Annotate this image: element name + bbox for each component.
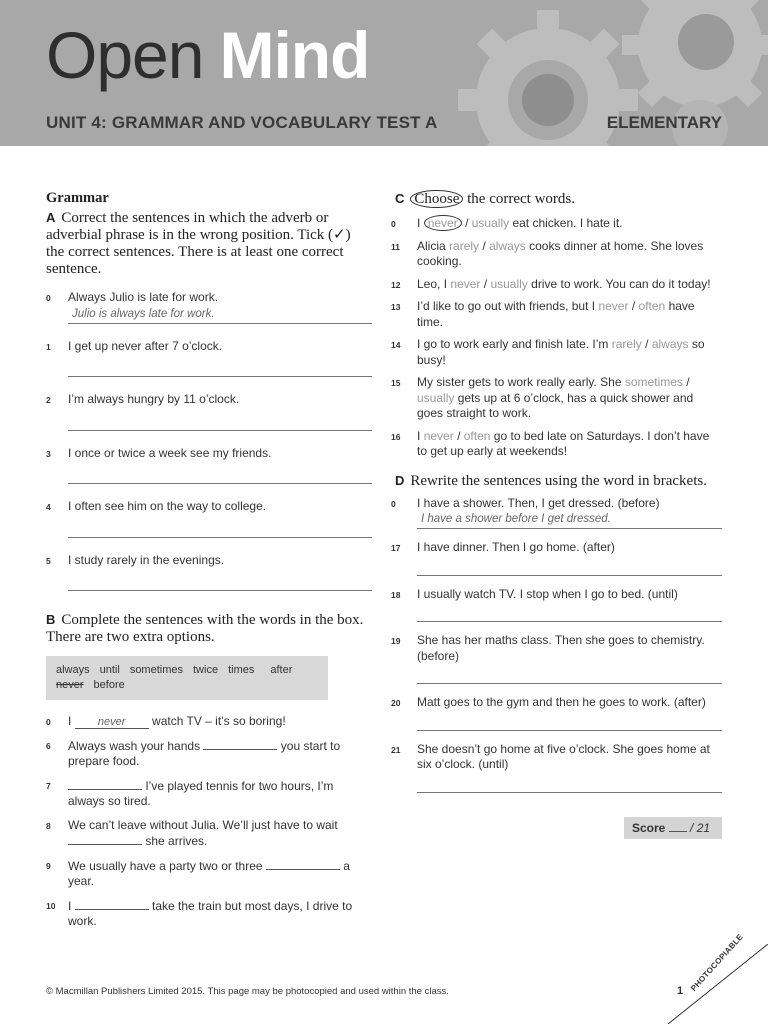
section-a-heading: A Correct the sentences in which the adverb or adverbial phrase is in the wrong position. Tick (✓) the correct sentences. There is at least one correct sentence. bbox=[46, 210, 351, 277]
sentence-start: Always wash your hands bbox=[68, 738, 201, 753]
item-number: 16 bbox=[391, 431, 401, 442]
option-separator: / bbox=[457, 428, 461, 443]
answer-line[interactable] bbox=[68, 467, 372, 484]
gap-blank[interactable] bbox=[75, 898, 149, 910]
item-number: 20 bbox=[391, 698, 401, 708]
item-sentence: Matt goes to the gym and then he goes to work. (after) bbox=[417, 695, 706, 709]
item-sentence bbox=[417, 429, 722, 460]
item-number: 1 bbox=[46, 341, 51, 352]
item-number: 13 bbox=[391, 302, 401, 312]
sentence-end: so busy! bbox=[417, 337, 705, 367]
section-a-item bbox=[46, 446, 372, 485]
item-number: 0 bbox=[391, 219, 396, 229]
item-number: 11 bbox=[391, 241, 400, 252]
sentence-start: I bbox=[68, 714, 72, 728]
item-sentence: She doesn’t go home at five o’clock. She goes home at six o’clock. (until) bbox=[417, 741, 710, 771]
section-c-item bbox=[391, 428, 722, 460]
section-c-item bbox=[391, 337, 722, 368]
word-option: never bbox=[56, 679, 84, 691]
option-2[interactable]: usually bbox=[471, 216, 510, 230]
sentence-start: Alicia bbox=[417, 238, 446, 253]
section-b-item bbox=[46, 898, 372, 930]
option-2[interactable]: usually bbox=[417, 390, 455, 405]
item-number: 5 bbox=[46, 555, 51, 566]
sentence-start: I bbox=[417, 216, 421, 230]
score-box: Score / 21 bbox=[624, 817, 722, 839]
sentence-end: drive to work. You can do it today! bbox=[531, 276, 711, 291]
answer-line[interactable] bbox=[417, 714, 722, 731]
option-2[interactable]: often bbox=[463, 428, 491, 443]
section-d-heading: D Rewrite the sentences using the word in brackets. bbox=[395, 472, 707, 489]
word-option: until bbox=[99, 664, 120, 676]
item-sentence bbox=[68, 818, 372, 850]
right-column bbox=[391, 190, 722, 804]
item-sentence: I study rarely in the evenings. bbox=[68, 552, 225, 567]
answer-line[interactable] bbox=[68, 414, 372, 431]
word-option: sometimes bbox=[129, 664, 183, 676]
option-separator: / bbox=[686, 375, 690, 389]
section-d-item bbox=[391, 741, 722, 793]
item-sentence bbox=[68, 714, 372, 730]
open-mind-logo: Open Mind bbox=[46, 18, 370, 92]
sentence-start: I’d like to go out with friends, but I bbox=[417, 299, 596, 313]
word-option: before bbox=[93, 679, 125, 691]
item-number: 12 bbox=[391, 279, 401, 290]
level-label: ELEMENTARY bbox=[606, 113, 722, 132]
copyright-footer: © Macmillan Publishers Limited 2015. This page may be photocopied and used within the class. bbox=[46, 986, 449, 997]
section-b-items bbox=[46, 714, 372, 930]
sentence-end: go to bed late on Saturdays. I don’t have to get up early at weekends! bbox=[417, 428, 710, 458]
sentence-end: a year. bbox=[68, 858, 350, 888]
option-1[interactable]: never bbox=[598, 299, 629, 313]
item-number: 14 bbox=[391, 340, 401, 350]
option-1[interactable]: sometimes bbox=[624, 375, 683, 389]
item-sentence: Always Julio is late for work. bbox=[68, 290, 219, 304]
sentence-end: she arrives. bbox=[145, 834, 208, 848]
item-sentence: I’m always hungry by 11 o’clock. bbox=[68, 392, 240, 406]
option-separator: / bbox=[483, 276, 488, 291]
left-column bbox=[46, 190, 372, 938]
sentence-start: We can’t leave without Julia. We’ll just have to wait bbox=[68, 817, 338, 832]
item-sentence bbox=[68, 738, 372, 770]
section-d-item bbox=[391, 633, 722, 684]
item-number: 9 bbox=[46, 860, 51, 871]
section-d-item bbox=[391, 586, 722, 623]
option-1[interactable]: never bbox=[424, 215, 462, 231]
gap-blank[interactable] bbox=[203, 738, 277, 750]
item-number: 7 bbox=[46, 780, 51, 791]
item-sentence bbox=[68, 858, 372, 890]
section-b-item bbox=[46, 818, 372, 850]
item-sentence bbox=[417, 299, 722, 330]
item-number: 10 bbox=[46, 900, 56, 911]
item-sentence bbox=[417, 277, 722, 293]
item-sentence bbox=[417, 375, 722, 422]
item-sentence: I usually watch TV. I stop when I go to bed. (until) bbox=[417, 586, 678, 601]
sentence-start: My sister gets to work really early. She bbox=[417, 375, 622, 389]
item-sentence: I have a shower. Then, I get dressed. (before) bbox=[417, 495, 660, 510]
option-1[interactable]: rarely bbox=[449, 238, 480, 253]
sentence-start: I bbox=[417, 428, 421, 443]
sentence-start: I bbox=[68, 898, 72, 913]
item-number: 4 bbox=[46, 502, 51, 512]
sentence-end: cooks dinner at home. She loves cooking. bbox=[417, 238, 704, 268]
section-c-heading: C Choose the correct words. bbox=[395, 191, 576, 207]
item-number: 15 bbox=[391, 378, 401, 388]
section-a-item bbox=[46, 339, 372, 378]
sentence-end: I’ve played tennis for two hours, I’m always so tired. bbox=[68, 778, 334, 808]
sentence-end: watch TV – it’s so boring! bbox=[152, 714, 286, 728]
option-1[interactable]: never bbox=[450, 276, 481, 291]
option-separator: / bbox=[631, 299, 636, 313]
item-number: 3 bbox=[46, 448, 51, 459]
section-b-item bbox=[46, 714, 372, 730]
page-number: 1 bbox=[677, 985, 684, 997]
section-d-item bbox=[391, 540, 722, 576]
section-b-item bbox=[46, 738, 372, 770]
section-b-item bbox=[46, 858, 372, 890]
section-c-item bbox=[391, 375, 722, 422]
word-option: times bbox=[228, 664, 255, 676]
option-2[interactable]: always bbox=[489, 238, 526, 253]
answer-line[interactable]: Julio is always late for work. bbox=[68, 307, 372, 324]
word-option: after bbox=[270, 664, 293, 676]
option-2[interactable]: often bbox=[638, 299, 666, 313]
item-number: 19 bbox=[391, 636, 401, 646]
section-b-item bbox=[46, 778, 372, 810]
sentence-end: take the train but most days, I drive to work. bbox=[68, 898, 353, 928]
item-number: 17 bbox=[391, 543, 401, 553]
section-a-item bbox=[46, 553, 372, 592]
item-number: 2 bbox=[46, 395, 51, 405]
gap-blank[interactable] bbox=[68, 833, 142, 845]
item-number: 18 bbox=[391, 589, 401, 600]
option-2[interactable]: usually bbox=[490, 276, 528, 291]
sentence-start: We usually have a party two or three bbox=[68, 858, 263, 873]
photocopiable-label: PHOTOCOPIABLE bbox=[689, 932, 745, 994]
section-c-item bbox=[391, 299, 722, 330]
option-separator: / bbox=[645, 337, 649, 351]
item-sentence bbox=[417, 239, 722, 270]
word-box bbox=[46, 656, 328, 700]
section-a-items bbox=[46, 290, 372, 591]
gap-blank[interactable] bbox=[266, 858, 340, 870]
section-d-items bbox=[391, 495, 722, 793]
section-a-item bbox=[46, 499, 372, 538]
option-separator: / bbox=[465, 216, 469, 230]
section-c-item bbox=[391, 276, 722, 293]
header-banner bbox=[0, 0, 768, 146]
sentence-end: eat chicken. I hate it. bbox=[512, 216, 623, 230]
answer-line[interactable] bbox=[417, 667, 722, 684]
sentence-end: you start to prepare food. bbox=[68, 738, 341, 768]
sentence-start: I go to work early and finish late. I’m bbox=[417, 337, 609, 351]
item-number: 0 bbox=[391, 498, 396, 509]
word-option: always bbox=[56, 664, 90, 676]
word-option: twice bbox=[193, 664, 219, 676]
section-c-items bbox=[391, 216, 722, 460]
item-sentence: I often see him on the way to college. bbox=[68, 499, 267, 513]
sentence-start: Leo, I bbox=[417, 276, 448, 291]
section-c-item bbox=[391, 216, 722, 232]
answer-line[interactable] bbox=[417, 605, 722, 622]
item-sentence: I have dinner. Then I go home. (after) bbox=[417, 540, 615, 554]
item-number: 21 bbox=[391, 744, 401, 755]
answer-line[interactable] bbox=[68, 574, 372, 591]
answer-line[interactable] bbox=[68, 521, 372, 538]
section-a-item bbox=[46, 392, 372, 431]
item-sentence bbox=[68, 778, 372, 810]
option-separator: / bbox=[482, 238, 486, 253]
unit-title: UNIT 4: GRAMMAR AND VOCABULARY TEST A bbox=[46, 113, 438, 132]
item-sentence bbox=[417, 216, 722, 232]
item-number: 8 bbox=[46, 820, 51, 831]
section-d-item bbox=[391, 495, 722, 530]
option-1[interactable]: never bbox=[423, 428, 454, 443]
item-sentence: I once or twice a week see my friends. bbox=[68, 445, 272, 460]
answer-line[interactable] bbox=[68, 360, 372, 377]
sentence-end: have time. bbox=[417, 299, 695, 329]
answer-line[interactable] bbox=[417, 776, 722, 793]
grammar-heading: Grammar bbox=[46, 190, 109, 206]
option-1[interactable]: rarely bbox=[611, 337, 642, 351]
gap-blank[interactable] bbox=[68, 778, 142, 790]
answer-line[interactable] bbox=[417, 559, 722, 576]
choose-circled: Choose bbox=[410, 190, 463, 208]
item-sentence: She has her maths class. Then she goes to chemistry. (before) bbox=[417, 633, 705, 663]
option-2[interactable]: always bbox=[651, 337, 689, 351]
item-number: 0 bbox=[46, 717, 51, 727]
section-a-item bbox=[46, 290, 372, 324]
item-number: 0 bbox=[46, 293, 51, 303]
item-number: 6 bbox=[46, 740, 51, 751]
item-sentence: I get up never after 7 o’clock. bbox=[68, 338, 223, 353]
item-sentence bbox=[417, 337, 722, 368]
answer-line[interactable]: I have a shower before I get dressed. bbox=[417, 512, 722, 529]
section-c-item bbox=[391, 238, 722, 270]
section-b-heading: B Complete the sentences with the words in the box. There are two extra options. bbox=[46, 612, 364, 645]
gap-blank[interactable]: never bbox=[75, 717, 149, 729]
section-d-item bbox=[391, 695, 722, 731]
sentence-end: gets up at 6 o’clock, has a quick shower and goes straight to work. bbox=[417, 390, 694, 420]
item-sentence bbox=[68, 898, 372, 930]
